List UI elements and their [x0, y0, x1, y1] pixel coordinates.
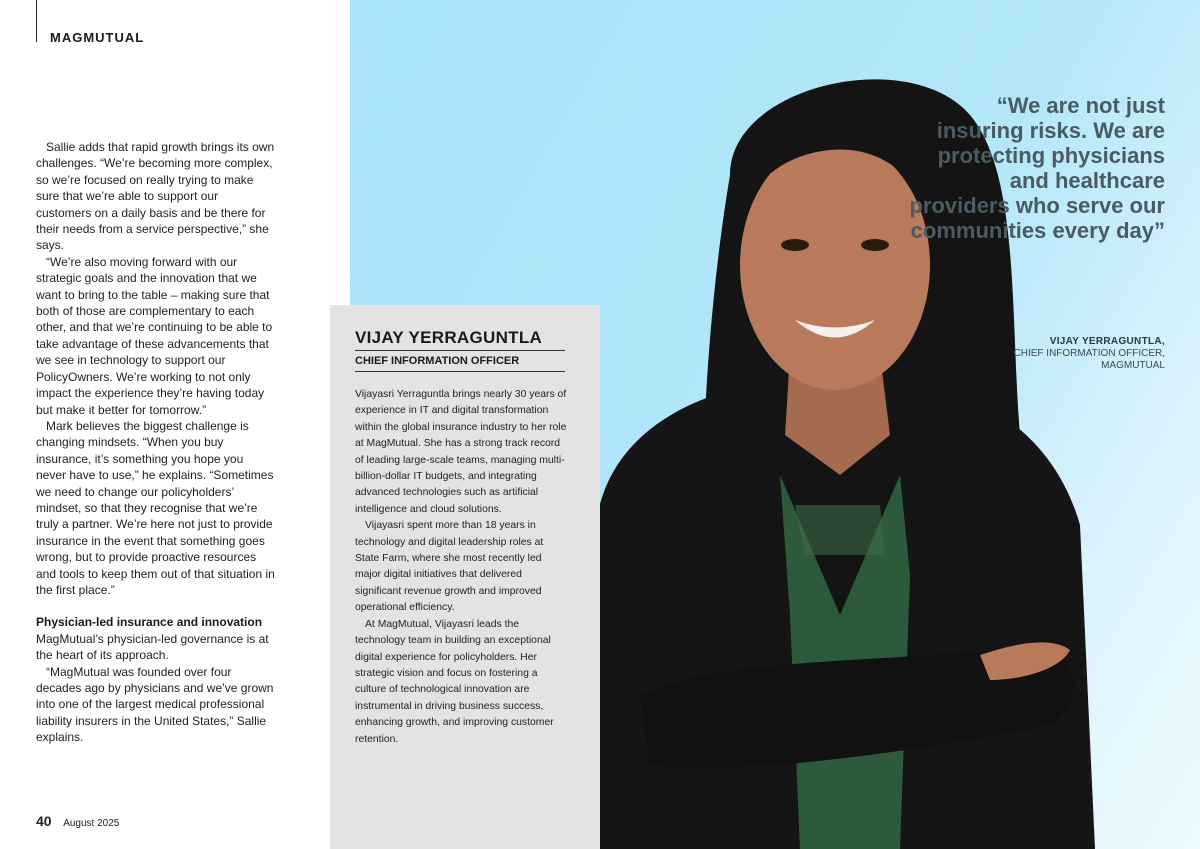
page-footer: [36, 813, 119, 829]
article-paragraph: “MagMutual was founded over four decades ago by physicians and we’ve grown into one of the largest medical professional liability insurers in the United States,” Sallie explains.: [36, 664, 274, 745]
bio-name: VIJAY YERRAGUNTLA: [355, 328, 543, 347]
quote-attribution-title: [905, 348, 1165, 372]
left-page: [0, 0, 350, 849]
article-subheading: Physician-led insurance and innovation: [36, 615, 263, 630]
bio-paragraph: Vijayasri Yerraguntla brings nearly 30 years of experience in IT and digital transformation within the global insurance industry to her role at MagMutual. She has a strong track record of leading large-scale teams, managing multi-billion-dollar IT budgets, and integrating advanced technologies such as artificial intelligence and cloud solutions.: [355, 389, 567, 515]
bio-role: CHIEF INFORMATION OFFICER: [355, 355, 520, 367]
article-body: [36, 139, 276, 746]
quote-attribution-company: MAGMUTUAL: [1101, 360, 1165, 371]
quote-attribution-role: CHIEF INFORMATION OFFICER,: [1013, 348, 1165, 359]
issue-date: August 2025: [63, 818, 120, 829]
page-number: 40: [36, 813, 52, 829]
bio-divider: [355, 350, 565, 351]
brand-header: MAGMUTUAL: [50, 30, 145, 45]
article-paragraph: Mark believes the biggest challenge is changing mindsets. “When you buy insurance, it’s something you hope you never have to use,” he explains. “Sometimes we need to change our policyholders’ mindset, so that they recognise that we’re truly a partner. We’re here not just to provide insurance in the event that something goes wrong, but to provide proactive resources and tools to keep them out of that situation in the first place.”: [36, 418, 275, 597]
article-paragraph: Sallie adds that rapid growth brings its own challenges. “We’re becoming more complex, so we’re focused on really trying to make sure that we’re able to support our customers on a daily basis and be there for their needs from a service perspective,” she says.: [36, 140, 275, 253]
pull-quote: “We are not just insuring risks. We are protecting physicians and healthcare providers who serve our communities every day”: [909, 93, 1165, 243]
bio-panel: [330, 305, 600, 849]
quote-attribution-name: VIJAY YERRAGUNTLA,: [1049, 336, 1165, 347]
bio-paragraph: At MagMutual, Vijayasri leads the technology team in building an exceptional digital experience for policyholders. Her strategic vision and focus on fostering a culture of technological innovation are instrumental in driving business success, enhancing growth, and improving customer retention.: [355, 618, 554, 745]
bio-body: [355, 387, 570, 748]
article-paragraph: MagMutual’s physician-led governance is at the heart of its approach.: [36, 631, 269, 663]
bio-paragraph: Vijayasri spent more than 18 years in technology and digital leadership roles at State Farm, where she most recently led major digital initiatives that delivered significant revenue growth and improved operational efficiency.: [355, 520, 544, 614]
article-paragraph: “We’re also moving forward with our strategic goals and the innovation that we want to bring to the table – making sure that both of those are complementary to each other, and that we’re continuing to be able to take advantage of these advancements that we see in technology to support our PolicyOwners. We’re working to not only impact the experience they’re having today but make it better for tomorrow.”: [36, 254, 273, 417]
header-rule: [36, 0, 37, 42]
bio-divider: [355, 371, 565, 372]
